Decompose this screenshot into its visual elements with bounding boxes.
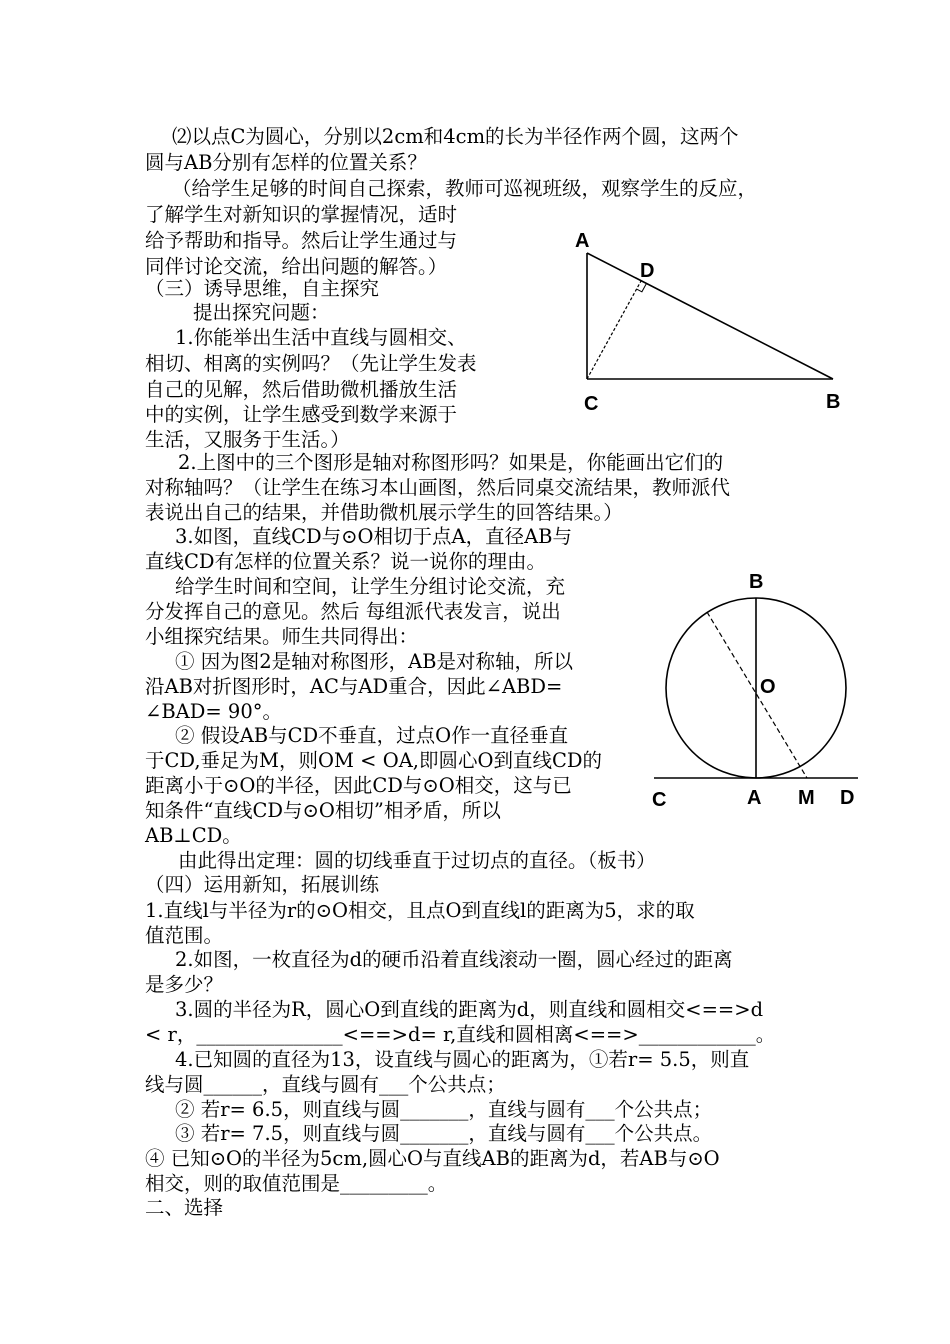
text-line: 对称轴吗？（让学生在练习本山画图，然后同桌交流结果，教师派代 — [145, 476, 731, 499]
text-line: 值范围。 — [145, 924, 224, 947]
label-c: C — [584, 393, 599, 415]
triangle-figure — [560, 220, 860, 420]
text-line: （给学生足够的时间自己探索，教师可巡视班级，观察学生的反应， — [172, 177, 758, 200]
label-d: D — [640, 260, 655, 282]
section-heading: （四）运用新知，拓展训练 — [145, 873, 380, 896]
text-line: 是多少？ — [145, 973, 224, 996]
dashed-diameter — [707, 612, 807, 778]
altitude-cd — [587, 281, 641, 379]
label-c: C — [652, 789, 667, 811]
text-line: 1.直线l与半径为r的⊙O相交，且点O到直线l的距离为5，求的取 — [145, 899, 695, 922]
text-line: ② 若r= 6.5，则直线与圆_______，直线与圆有___个公共点； — [175, 1098, 713, 1121]
label-m: M — [798, 787, 815, 809]
text-line: ∠BAD= 90°。 — [145, 700, 282, 723]
text-line: 线与圆______，直线与圆有___个公共点； — [145, 1073, 506, 1096]
text-line: 给学生时间和空间，让学生分组讨论交流，充 — [175, 575, 566, 598]
section-heading: （三）诱导思维，自主探究 — [145, 277, 380, 300]
theorem-line: 由此得出定理：圆的切线垂直于过切点的直径。（板书） — [178, 849, 656, 872]
text-line: 表说出自己的结果，并借助微机展示学生的回答结果。） — [145, 501, 623, 524]
text-line: 2.上图中的三个图形是轴对称图形吗？如果是，你能画出它们的 — [178, 451, 724, 474]
text-line: ④ 已知⊙O的半径为5cm,圆心O与直线AB的距离为d，若AB与⊙O — [145, 1147, 720, 1170]
text-line: ① 因为图2是轴对称图形，AB是对称轴，所以 — [175, 650, 574, 673]
text-line: 生活，又服务于生活。） — [145, 428, 350, 451]
label-o: O — [760, 676, 776, 698]
text-line: 知条件“直线CD与⊙O相切”相矛盾，所以 — [145, 799, 501, 822]
circle-tangent-figure — [640, 560, 880, 820]
text-line: 2.如图，一枚直径为d的硬币沿着直线滚动一圈，圆心经过的距离 — [175, 948, 733, 971]
text-line: 自己的见解，然后借助微机播放生活 — [145, 378, 458, 401]
text-line: 同伴讨论交流，给出问题的解答。） — [145, 255, 448, 278]
text-line: 1.你能举出生活中直线与圆相交、 — [175, 326, 467, 349]
text-line: 中的实例，让学生感受到数学来源于 — [145, 403, 458, 426]
text-line: 提出探究问题： — [193, 301, 330, 324]
text-line: 4.已知圆的直径为13，设直线与圆心的距离为，①若r= 5.5，则直 — [175, 1048, 750, 1071]
side-ab — [587, 253, 833, 379]
text-line: 距离小于⊙O的半径，因此CD与⊙O相交，这与已 — [145, 774, 572, 797]
text-line: 直线CD有怎样的位置关系？说一说你的理由。 — [145, 550, 547, 573]
text-line: 相切、相离的实例吗？（先让学生发表 — [145, 352, 477, 375]
text-line: 小组探究结果。师生共同得出： — [145, 625, 419, 648]
text-line: ③ 若r= 7.5，则直线与圆_______，直线与圆有___个公共点。 — [175, 1122, 713, 1145]
label-b: B — [749, 571, 764, 593]
text-line: 沿AB对折图形时，AC与AD重合，因此∠ABD= — [145, 675, 563, 698]
text-line: 分发挥自己的意见。然后 每组派代表发言，说出 — [145, 600, 561, 623]
label-d: D — [840, 787, 855, 809]
text-line: 3.如图，直线CD与⊙O相切于点A，直径AB与 — [175, 525, 572, 548]
text-line: 给予帮助和指导。然后让学生通过与 — [145, 229, 458, 252]
text-line: ② 假设AB与CD不垂直，过点O作一直径垂直 — [175, 724, 569, 747]
text-line: 相交，则的取值范围是_________。 — [145, 1172, 448, 1195]
text-line: 于CD,垂足为M，则OM < OA,即圆心O到直线CD的 — [145, 749, 603, 772]
label-a: A — [575, 230, 590, 252]
section-heading: 二、选择 — [145, 1196, 224, 1219]
text-line: 3.圆的半径为R，圆心O到直线的距离为d，则直线和圆相交<==>d — [175, 998, 764, 1021]
text-line: ⑵以点C为圆心，分别以2cm和4cm的长为半径作两个圆，这两个 — [172, 125, 739, 148]
text-line: < r，_______________<==>d= r,直线和圆相离<==>____________。 — [145, 1023, 776, 1046]
label-a: A — [747, 787, 762, 809]
text-line: AB⊥CD。 — [145, 824, 242, 847]
text-line: 了解学生对新知识的掌握情况，适时 — [145, 203, 458, 226]
right-angle-mark — [637, 284, 647, 292]
label-b: B — [826, 391, 841, 413]
text-line: 圆与AB分别有怎样的位置关系？ — [145, 151, 427, 174]
